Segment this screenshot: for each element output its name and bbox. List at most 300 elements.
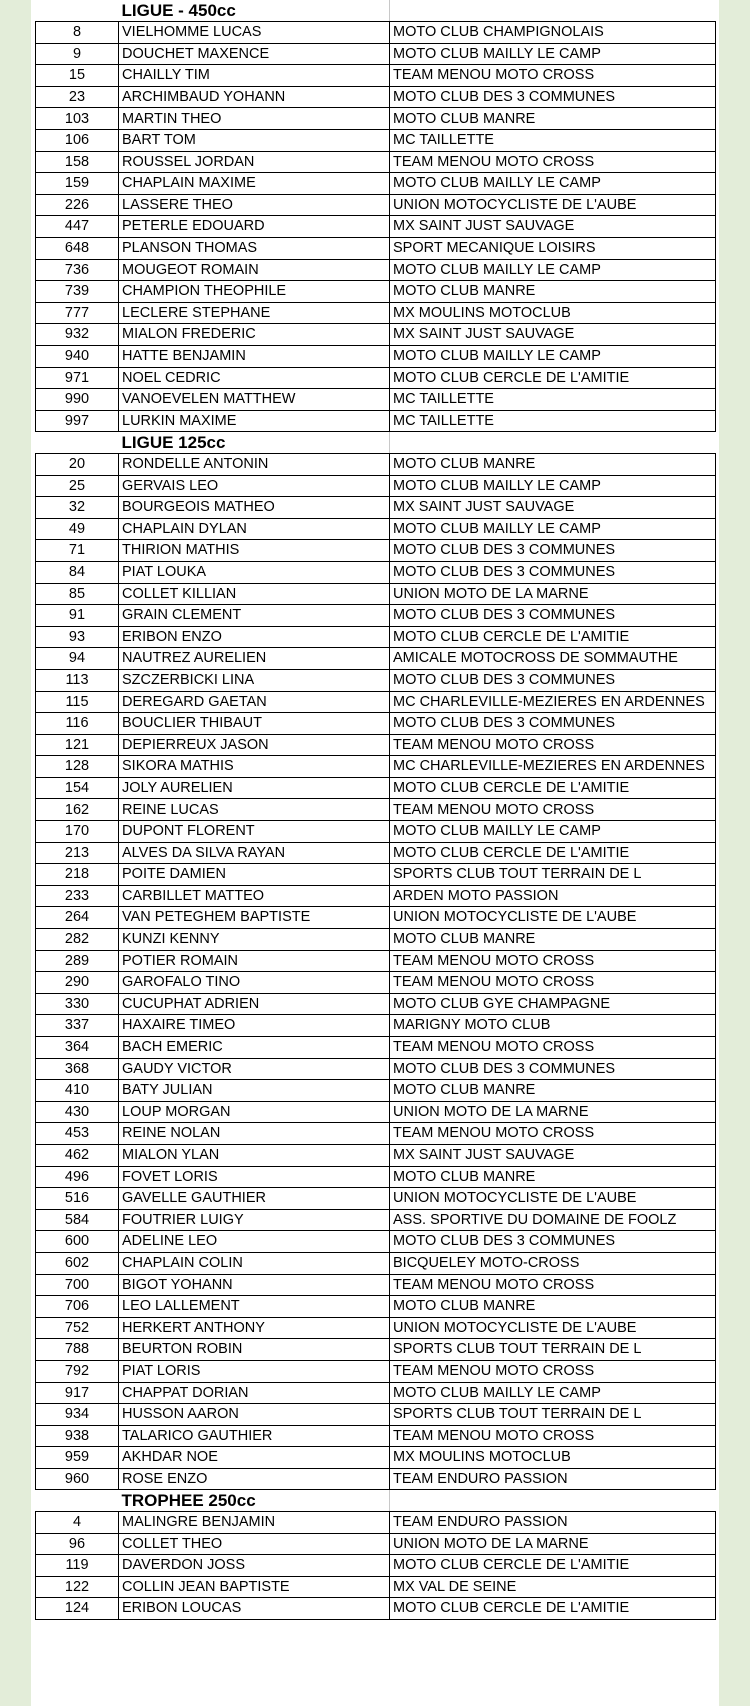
club-name-cell: MOTO CLUB DES 3 COMMUNES <box>390 713 716 735</box>
rider-number-cell: 170 <box>36 821 119 843</box>
rider-name-cell: POTIER ROMAIN <box>119 950 390 972</box>
rider-number-cell: 85 <box>36 583 119 605</box>
rider-name-cell: GRAIN CLEMENT <box>119 605 390 627</box>
rider-name-cell: ADELINE LEO <box>119 1231 390 1253</box>
rider-name-cell: ROSE ENZO <box>119 1468 390 1490</box>
table-row <box>36 972 716 994</box>
club-name-cell: MX SAINT JUST SAUVAGE <box>390 1144 716 1166</box>
club-name-cell: TEAM MENOU MOTO CROSS <box>390 950 716 972</box>
rider-number-cell: 91 <box>36 605 119 627</box>
section-header-blank-cell <box>390 432 716 454</box>
rider-name-cell: DEPIERREUX JASON <box>119 734 390 756</box>
club-name-cell: SPORTS CLUB TOUT TERRAIN DE L <box>390 864 716 886</box>
rider-name-cell: BATY JULIAN <box>119 1080 390 1102</box>
table-row <box>36 1382 716 1404</box>
rider-number-cell: 959 <box>36 1447 119 1469</box>
rider-name-cell: MARTIN THEO <box>119 108 390 130</box>
rider-number-cell: 122 <box>36 1576 119 1598</box>
rider-name-cell: PIAT LOUKA <box>119 561 390 583</box>
rider-name-cell: CARBILLET MATTEO <box>119 885 390 907</box>
table-row <box>36 1166 716 1188</box>
rider-name-cell: DEREGARD GAETAN <box>119 691 390 713</box>
club-name-cell: MOTO CLUB MAILLY LE CAMP <box>390 346 716 368</box>
club-name-cell: MOTO CLUB DES 3 COMMUNES <box>390 1231 716 1253</box>
rider-name-cell: MOUGEOT ROMAIN <box>119 259 390 281</box>
rider-name-cell: COLLIN JEAN BAPTISTE <box>119 1576 390 1598</box>
rider-name-cell: NAUTREZ AURELIEN <box>119 648 390 670</box>
rider-name-cell: GAROFALO TINO <box>119 972 390 994</box>
table-row <box>36 540 716 562</box>
table-row <box>36 691 716 713</box>
table-row <box>36 1598 716 1620</box>
table-row <box>36 1037 716 1059</box>
club-name-cell: MX MOULINS MOTOCLUB <box>390 302 716 324</box>
rider-name-cell: GERVAIS LEO <box>119 475 390 497</box>
rider-name-cell: CHAMPION THEOPHILE <box>119 281 390 303</box>
table-row <box>36 43 716 65</box>
rider-name-cell: BEURTON ROBIN <box>119 1339 390 1361</box>
club-name-cell: MOTO CLUB MAILLY LE CAMP <box>390 475 716 497</box>
table-row <box>36 561 716 583</box>
rider-name-cell: MIALON FREDERIC <box>119 324 390 346</box>
rider-number-cell: 706 <box>36 1296 119 1318</box>
rider-number-cell: 23 <box>36 86 119 108</box>
club-name-cell: TEAM MENOU MOTO CROSS <box>390 1123 716 1145</box>
rider-number-cell: 96 <box>36 1533 119 1555</box>
rider-name-cell: GAUDY VICTOR <box>119 1058 390 1080</box>
club-name-cell: TEAM MENOU MOTO CROSS <box>390 734 716 756</box>
rider-number-cell: 410 <box>36 1080 119 1102</box>
table-row <box>36 1576 716 1598</box>
section-header-blank-cell <box>36 432 119 454</box>
rider-name-cell: ROUSSEL JORDAN <box>119 151 390 173</box>
rider-name-cell: CHAPLAIN DYLAN <box>119 518 390 540</box>
section-header <box>36 432 716 454</box>
rider-name-cell: BART TOM <box>119 130 390 152</box>
section-title: LIGUE - 450cc <box>119 0 390 22</box>
rider-name-cell: LASSERE THEO <box>119 194 390 216</box>
rider-name-cell: VAN PETEGHEM BAPTISTE <box>119 907 390 929</box>
table-row <box>36 1512 716 1534</box>
rider-name-cell: CHAPPAT DORIAN <box>119 1382 390 1404</box>
rider-name-cell: DOUCHET MAXENCE <box>119 43 390 65</box>
table-row <box>36 583 716 605</box>
rider-number-cell: 49 <box>36 518 119 540</box>
rider-number-cell: 602 <box>36 1252 119 1274</box>
club-name-cell: UNION MOTO DE LA MARNE <box>390 1533 716 1555</box>
rider-name-cell: SZCZERBICKI LINA <box>119 669 390 691</box>
club-name-cell: MOTO CLUB DES 3 COMMUNES <box>390 669 716 691</box>
club-name-cell: UNION MOTOCYCLISTE DE L'AUBE <box>390 1317 716 1339</box>
rider-number-cell: 20 <box>36 453 119 475</box>
rider-number-cell: 4 <box>36 1512 119 1534</box>
rider-number-cell: 453 <box>36 1123 119 1145</box>
table-row <box>36 151 716 173</box>
club-name-cell: MOTO CLUB MANRE <box>390 281 716 303</box>
section-header-blank-cell <box>390 0 716 22</box>
club-name-cell: BICQUELEY MOTO-CROSS <box>390 1252 716 1274</box>
rider-number-cell: 84 <box>36 561 119 583</box>
table-row <box>36 605 716 627</box>
table-row <box>36 453 716 475</box>
rider-number-cell: 106 <box>36 130 119 152</box>
club-name-cell: MOTO CLUB CERCLE DE L'AMITIE <box>390 777 716 799</box>
rider-number-cell: 938 <box>36 1425 119 1447</box>
rider-number-cell: 932 <box>36 324 119 346</box>
rider-number-cell: 290 <box>36 972 119 994</box>
rider-name-cell: JOLY AURELIEN <box>119 777 390 799</box>
club-name-cell: MOTO CLUB MAILLY LE CAMP <box>390 518 716 540</box>
table-row <box>36 1252 716 1274</box>
table-row <box>36 648 716 670</box>
rider-name-cell: TALARICO GAUTHIER <box>119 1425 390 1447</box>
rider-number-cell: 154 <box>36 777 119 799</box>
club-name-cell: AMICALE MOTOCROSS DE SOMMAUTHE <box>390 648 716 670</box>
rider-number-cell: 792 <box>36 1360 119 1382</box>
club-name-cell: MC TAILLETTE <box>390 389 716 411</box>
club-name-cell: SPORT MECANIQUE LOISIRS <box>390 238 716 260</box>
rider-number-cell: 159 <box>36 173 119 195</box>
table-row <box>36 1080 716 1102</box>
section-title: LIGUE 125cc <box>119 432 390 454</box>
club-name-cell: UNION MOTO DE LA MARNE <box>390 1101 716 1123</box>
rider-name-cell: BACH EMERIC <box>119 1037 390 1059</box>
club-name-cell: MOTO CLUB MANRE <box>390 1296 716 1318</box>
club-name-cell: TEAM MENOU MOTO CROSS <box>390 1360 716 1382</box>
table-row <box>36 194 716 216</box>
rider-name-cell: HUSSON AARON <box>119 1404 390 1426</box>
table-row <box>36 864 716 886</box>
rider-number-cell: 213 <box>36 842 119 864</box>
rider-number-cell: 128 <box>36 756 119 778</box>
rider-number-cell: 368 <box>36 1058 119 1080</box>
table-row <box>36 1425 716 1447</box>
table-row <box>36 1101 716 1123</box>
rider-name-cell: CHAILLY TIM <box>119 65 390 87</box>
club-name-cell: MOTO CLUB CERCLE DE L'AMITIE <box>390 842 716 864</box>
entry-list-table <box>35 0 716 1620</box>
club-name-cell: SPORTS CLUB TOUT TERRAIN DE L <box>390 1339 716 1361</box>
club-name-cell: SPORTS CLUB TOUT TERRAIN DE L <box>390 1404 716 1426</box>
club-name-cell: MC TAILLETTE <box>390 130 716 152</box>
table-row <box>36 518 716 540</box>
rider-number-cell: 121 <box>36 734 119 756</box>
club-name-cell: MOTO CLUB MANRE <box>390 1166 716 1188</box>
table-row <box>36 1317 716 1339</box>
rider-name-cell: REINE LUCAS <box>119 799 390 821</box>
table-row <box>36 302 716 324</box>
rider-number-cell: 496 <box>36 1166 119 1188</box>
rider-name-cell: BOURGEOIS MATHEO <box>119 497 390 519</box>
rider-name-cell: CHAPLAIN MAXIME <box>119 173 390 195</box>
spreadsheet-sheet <box>31 0 719 1706</box>
club-name-cell: TEAM MENOU MOTO CROSS <box>390 972 716 994</box>
rider-name-cell: NOEL CEDRIC <box>119 367 390 389</box>
table-row <box>36 713 716 735</box>
rider-number-cell: 158 <box>36 151 119 173</box>
table-row <box>36 324 716 346</box>
rider-number-cell: 739 <box>36 281 119 303</box>
table-row <box>36 1447 716 1469</box>
rider-number-cell: 330 <box>36 993 119 1015</box>
rider-number-cell: 462 <box>36 1144 119 1166</box>
table-row <box>36 669 716 691</box>
rider-number-cell: 940 <box>36 346 119 368</box>
rider-name-cell: CUCUPHAT ADRIEN <box>119 993 390 1015</box>
rider-number-cell: 94 <box>36 648 119 670</box>
rider-number-cell: 71 <box>36 540 119 562</box>
table-row <box>36 777 716 799</box>
rider-number-cell: 700 <box>36 1274 119 1296</box>
table-row <box>36 410 716 432</box>
rider-name-cell: DUPONT FLORENT <box>119 821 390 843</box>
club-name-cell: MOTO CLUB CHAMPIGNOLAIS <box>390 22 716 44</box>
section-header-blank-cell <box>36 0 119 22</box>
section-header-blank-cell <box>390 1490 716 1512</box>
table-row <box>36 1209 716 1231</box>
table-row <box>36 238 716 260</box>
table-row <box>36 1296 716 1318</box>
rider-number-cell: 430 <box>36 1101 119 1123</box>
rider-number-cell: 990 <box>36 389 119 411</box>
rider-number-cell: 960 <box>36 1468 119 1490</box>
rider-number-cell: 226 <box>36 194 119 216</box>
club-name-cell: MOTO CLUB CERCLE DE L'AMITIE <box>390 367 716 389</box>
table-row <box>36 346 716 368</box>
section-header-blank-cell <box>36 1490 119 1512</box>
rider-name-cell: PETERLE EDOUARD <box>119 216 390 238</box>
club-name-cell: MOTO CLUB DES 3 COMMUNES <box>390 86 716 108</box>
club-name-cell: UNION MOTOCYCLISTE DE L'AUBE <box>390 907 716 929</box>
section-header <box>36 0 716 22</box>
rider-name-cell: VANOEVELEN MATTHEW <box>119 389 390 411</box>
table-row <box>36 929 716 951</box>
rider-name-cell: COLLET THEO <box>119 1533 390 1555</box>
table-row <box>36 259 716 281</box>
club-name-cell: MOTO CLUB MANRE <box>390 453 716 475</box>
club-name-cell: MOTO CLUB DES 3 COMMUNES <box>390 540 716 562</box>
rider-number-cell: 93 <box>36 626 119 648</box>
club-name-cell: MX SAINT JUST SAUVAGE <box>390 324 716 346</box>
section-title: TROPHEE 250cc <box>119 1490 390 1512</box>
club-name-cell: TEAM ENDURO PASSION <box>390 1468 716 1490</box>
club-name-cell: UNION MOTOCYCLISTE DE L'AUBE <box>390 1188 716 1210</box>
rider-number-cell: 9 <box>36 43 119 65</box>
rider-name-cell: LEO LALLEMENT <box>119 1296 390 1318</box>
table-row <box>36 821 716 843</box>
club-name-cell: MX MOULINS MOTOCLUB <box>390 1447 716 1469</box>
club-name-cell: MC CHARLEVILLE-MEZIERES EN ARDENNES <box>390 691 716 713</box>
rider-number-cell: 997 <box>36 410 119 432</box>
rider-name-cell: LURKIN MAXIME <box>119 410 390 432</box>
rider-name-cell: GAVELLE GAUTHIER <box>119 1188 390 1210</box>
rider-number-cell: 788 <box>36 1339 119 1361</box>
rider-name-cell: LECLERE STEPHANE <box>119 302 390 324</box>
rider-name-cell: COLLET KILLIAN <box>119 583 390 605</box>
club-name-cell: MC TAILLETTE <box>390 410 716 432</box>
table-row <box>36 1058 716 1080</box>
rider-number-cell: 115 <box>36 691 119 713</box>
table-row <box>36 1231 716 1253</box>
club-name-cell: TEAM MENOU MOTO CROSS <box>390 1425 716 1447</box>
table-row <box>36 734 716 756</box>
club-name-cell: MOTO CLUB DES 3 COMMUNES <box>390 561 716 583</box>
table-row <box>36 842 716 864</box>
rider-number-cell: 233 <box>36 885 119 907</box>
club-name-cell: MOTO CLUB MAILLY LE CAMP <box>390 173 716 195</box>
table-row <box>36 1555 716 1577</box>
table-row <box>36 475 716 497</box>
rider-number-cell: 282 <box>36 929 119 951</box>
table-row <box>36 281 716 303</box>
table-row <box>36 367 716 389</box>
rider-name-cell: BOUCLIER THIBAUT <box>119 713 390 735</box>
section-header <box>36 1490 716 1512</box>
rider-number-cell: 289 <box>36 950 119 972</box>
club-name-cell: MOTO CLUB GYE CHAMPAGNE <box>390 993 716 1015</box>
club-name-cell: MOTO CLUB MAILLY LE CAMP <box>390 259 716 281</box>
club-name-cell: MX SAINT JUST SAUVAGE <box>390 497 716 519</box>
rider-number-cell: 584 <box>36 1209 119 1231</box>
club-name-cell: MX SAINT JUST SAUVAGE <box>390 216 716 238</box>
rider-number-cell: 119 <box>36 1555 119 1577</box>
rider-number-cell: 648 <box>36 238 119 260</box>
rider-number-cell: 116 <box>36 713 119 735</box>
rider-name-cell: ALVES DA SILVA RAYAN <box>119 842 390 864</box>
table-row <box>36 1404 716 1426</box>
rider-name-cell: RONDELLE ANTONIN <box>119 453 390 475</box>
club-name-cell: MOTO CLUB CERCLE DE L'AMITIE <box>390 1555 716 1577</box>
rider-name-cell: LOUP MORGAN <box>119 1101 390 1123</box>
rider-number-cell: 218 <box>36 864 119 886</box>
table-row <box>36 108 716 130</box>
table-row <box>36 1144 716 1166</box>
table-row <box>36 885 716 907</box>
rider-name-cell: MALINGRE BENJAMIN <box>119 1512 390 1534</box>
rider-number-cell: 337 <box>36 1015 119 1037</box>
table-row <box>36 1339 716 1361</box>
rider-number-cell: 15 <box>36 65 119 87</box>
table-row <box>36 1533 716 1555</box>
rider-name-cell: ARCHIMBAUD YOHANN <box>119 86 390 108</box>
table-row <box>36 216 716 238</box>
club-name-cell: TEAM MENOU MOTO CROSS <box>390 1037 716 1059</box>
club-name-cell: UNION MOTO DE LA MARNE <box>390 583 716 605</box>
club-name-cell: MOTO CLUB MAILLY LE CAMP <box>390 1382 716 1404</box>
club-name-cell: TEAM MENOU MOTO CROSS <box>390 1274 716 1296</box>
rider-name-cell: HAXAIRE TIMEO <box>119 1015 390 1037</box>
table-row <box>36 1274 716 1296</box>
table-row <box>36 389 716 411</box>
rider-name-cell: SIKORA MATHIS <box>119 756 390 778</box>
club-name-cell: MOTO CLUB MANRE <box>390 1080 716 1102</box>
table-row <box>36 497 716 519</box>
club-name-cell: MOTO CLUB MANRE <box>390 929 716 951</box>
table-row <box>36 22 716 44</box>
rider-name-cell: PLANSON THOMAS <box>119 238 390 260</box>
rider-number-cell: 934 <box>36 1404 119 1426</box>
rider-number-cell: 917 <box>36 1382 119 1404</box>
rider-name-cell: AKHDAR NOE <box>119 1447 390 1469</box>
club-name-cell: ARDEN MOTO PASSION <box>390 885 716 907</box>
rider-number-cell: 516 <box>36 1188 119 1210</box>
rider-name-cell: POITE DAMIEN <box>119 864 390 886</box>
table-row <box>36 130 716 152</box>
club-name-cell: MOTO CLUB MAILLY LE CAMP <box>390 821 716 843</box>
rider-number-cell: 600 <box>36 1231 119 1253</box>
rider-number-cell: 124 <box>36 1598 119 1620</box>
rider-name-cell: CHAPLAIN COLIN <box>119 1252 390 1274</box>
table-row <box>36 799 716 821</box>
rider-name-cell: ERIBON ENZO <box>119 626 390 648</box>
club-name-cell: MOTO CLUB DES 3 COMMUNES <box>390 1058 716 1080</box>
club-name-cell: TEAM ENDURO PASSION <box>390 1512 716 1534</box>
rider-number-cell: 25 <box>36 475 119 497</box>
table-row <box>36 993 716 1015</box>
table-row <box>36 65 716 87</box>
table-row <box>36 173 716 195</box>
rider-name-cell: PIAT LORIS <box>119 1360 390 1382</box>
table-row <box>36 1015 716 1037</box>
rider-number-cell: 8 <box>36 22 119 44</box>
club-name-cell: MOTO CLUB MANRE <box>390 108 716 130</box>
club-name-cell: MOTO CLUB CERCLE DE L'AMITIE <box>390 626 716 648</box>
rider-number-cell: 364 <box>36 1037 119 1059</box>
table-row <box>36 86 716 108</box>
rider-number-cell: 162 <box>36 799 119 821</box>
rider-name-cell: HERKERT ANTHONY <box>119 1317 390 1339</box>
club-name-cell: TEAM MENOU MOTO CROSS <box>390 65 716 87</box>
rider-name-cell: THIRION MATHIS <box>119 540 390 562</box>
rider-number-cell: 264 <box>36 907 119 929</box>
rider-name-cell: FOUTRIER LUIGY <box>119 1209 390 1231</box>
club-name-cell: MARIGNY MOTO CLUB <box>390 1015 716 1037</box>
rider-name-cell: FOVET LORIS <box>119 1166 390 1188</box>
rider-number-cell: 113 <box>36 669 119 691</box>
club-name-cell: MOTO CLUB MAILLY LE CAMP <box>390 43 716 65</box>
rider-name-cell: ERIBON LOUCAS <box>119 1598 390 1620</box>
table-row <box>36 950 716 972</box>
club-name-cell: ASS. SPORTIVE DU DOMAINE DE FOOLZ <box>390 1209 716 1231</box>
rider-number-cell: 32 <box>36 497 119 519</box>
table-row <box>36 626 716 648</box>
table-row <box>36 1123 716 1145</box>
rider-number-cell: 447 <box>36 216 119 238</box>
rider-name-cell: HATTE BENJAMIN <box>119 346 390 368</box>
rider-name-cell: KUNZI KENNY <box>119 929 390 951</box>
club-name-cell: TEAM MENOU MOTO CROSS <box>390 151 716 173</box>
rider-name-cell: MIALON YLAN <box>119 1144 390 1166</box>
rider-name-cell: BIGOT YOHANN <box>119 1274 390 1296</box>
rider-name-cell: VIELHOMME LUCAS <box>119 22 390 44</box>
rider-number-cell: 971 <box>36 367 119 389</box>
club-name-cell: MX VAL DE SEINE <box>390 1576 716 1598</box>
rider-number-cell: 752 <box>36 1317 119 1339</box>
rider-name-cell: DAVERDON JOSS <box>119 1555 390 1577</box>
table-row <box>36 1188 716 1210</box>
rider-name-cell: REINE NOLAN <box>119 1123 390 1145</box>
entry-list-body <box>36 0 716 1620</box>
club-name-cell: MOTO CLUB DES 3 COMMUNES <box>390 605 716 627</box>
club-name-cell: MOTO CLUB CERCLE DE L'AMITIE <box>390 1598 716 1620</box>
rider-number-cell: 736 <box>36 259 119 281</box>
club-name-cell: UNION MOTOCYCLISTE DE L'AUBE <box>390 194 716 216</box>
table-row <box>36 1360 716 1382</box>
club-name-cell: MC CHARLEVILLE-MEZIERES EN ARDENNES <box>390 756 716 778</box>
rider-number-cell: 777 <box>36 302 119 324</box>
table-row <box>36 907 716 929</box>
table-row <box>36 1468 716 1490</box>
